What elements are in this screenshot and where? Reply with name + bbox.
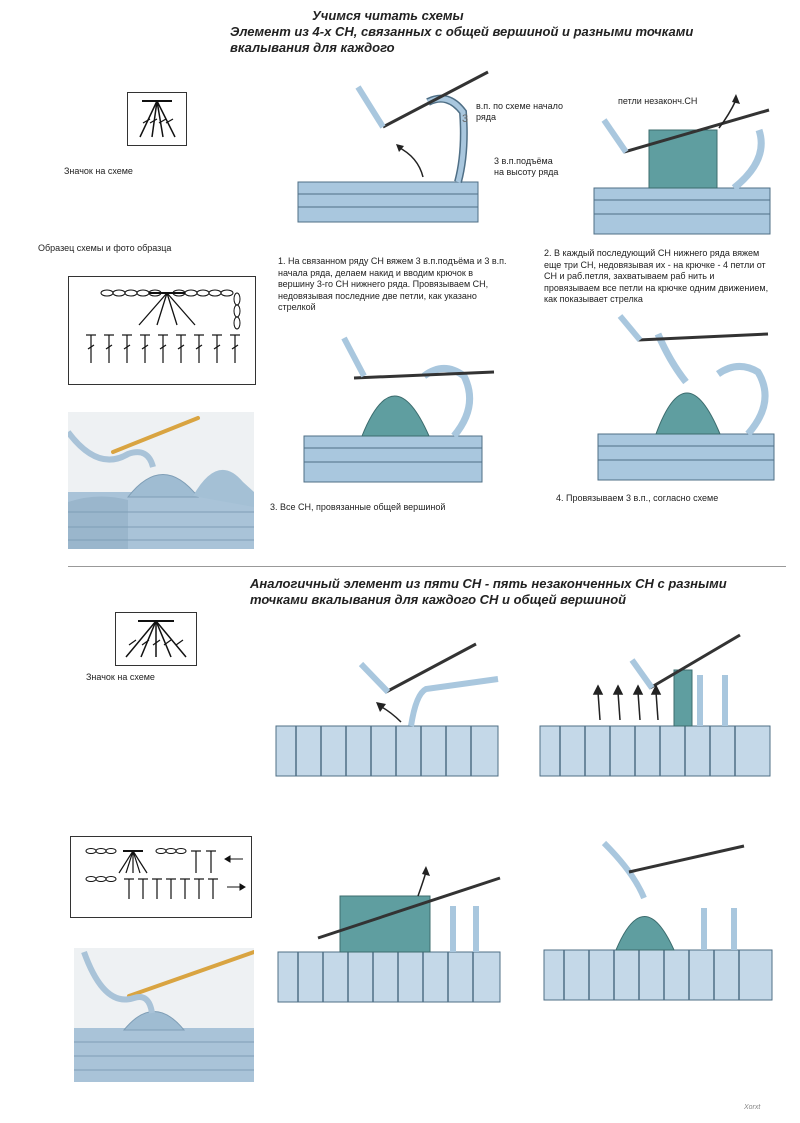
- scheme-diagram-2: [71, 837, 251, 917]
- chart-symbol-box-5dc: [115, 612, 197, 666]
- section1-title-line1: Учимся читать схемы: [312, 8, 464, 23]
- icon-label: Значок на схеме: [64, 166, 133, 176]
- section2-title-line1: Аналогичный элемент из пяти СН - пять незаконченных СН с разными: [250, 576, 727, 591]
- step4-caption: 4. Провязываем 3 в.п., согласно схеме: [556, 493, 719, 503]
- scheme-sample-box: [68, 276, 256, 385]
- chart-symbol-box: [127, 92, 187, 146]
- step2-caption: 2. В каждый последующий СН нижнего ряда вяжем еще три СН, недовязывая их - на крючке - 4 петли от СН и раб.петля, захватываем раб нить и провязываем все петли на крючке одним движением, как показывает стрелка: [544, 248, 769, 304]
- scheme-sample-box-2: [70, 836, 252, 918]
- s2-step3-illustration: [278, 866, 502, 1006]
- step4-illustration: [598, 312, 784, 484]
- step3-illustration: [304, 336, 494, 486]
- dc4-cluster-symbol-icon: [128, 93, 186, 145]
- step2-label: петли незаконч.СН: [618, 96, 698, 106]
- sample-label: Образец схемы и фото образца: [38, 243, 172, 253]
- sample-photo: [68, 412, 254, 549]
- icon-label-2: Значок на схеме: [86, 672, 155, 682]
- section-divider: [68, 566, 786, 567]
- step1-label-vp: в.п. по схеме начало ряда: [476, 101, 563, 122]
- step3-caption: 3. Все СН, провязанные общей вершиной: [270, 502, 446, 512]
- section1-title-line2: Элемент из 4-х СН, связанных с общей вершиной и разными точками: [230, 24, 694, 39]
- sample-photo-2: [74, 948, 254, 1082]
- step1-label-num: 3: [462, 113, 469, 125]
- s2-step1-illustration: [276, 634, 500, 780]
- dc5-cluster-symbol-icon: [116, 613, 196, 665]
- section1-title-line3: вкалывания для каждого: [230, 40, 395, 55]
- section2-title-line2: точками вкалывания для каждого СН и общей вершиной: [250, 592, 627, 607]
- step1-illustration: [298, 72, 498, 222]
- s2-step2-illustration: [540, 630, 772, 780]
- step2-illustration: [594, 90, 780, 240]
- step1-caption: 1. На связанном ряду СН вяжем 3 в.п.подъёма и 3 в.п. начала ряда, делаем накид и вводим крючок в вершину 3-го СН нижнего ряда. Провязываем СН, недовязывая последние две петли, как указано стрелкой: [278, 256, 507, 312]
- s2-step4-illustration: [544, 838, 774, 1004]
- step1-label-lift: 3 в.п.подъёма на высоту ряда: [494, 156, 559, 177]
- scheme-diagram: [69, 277, 255, 384]
- watermark: Xorxt: [744, 1104, 761, 1111]
